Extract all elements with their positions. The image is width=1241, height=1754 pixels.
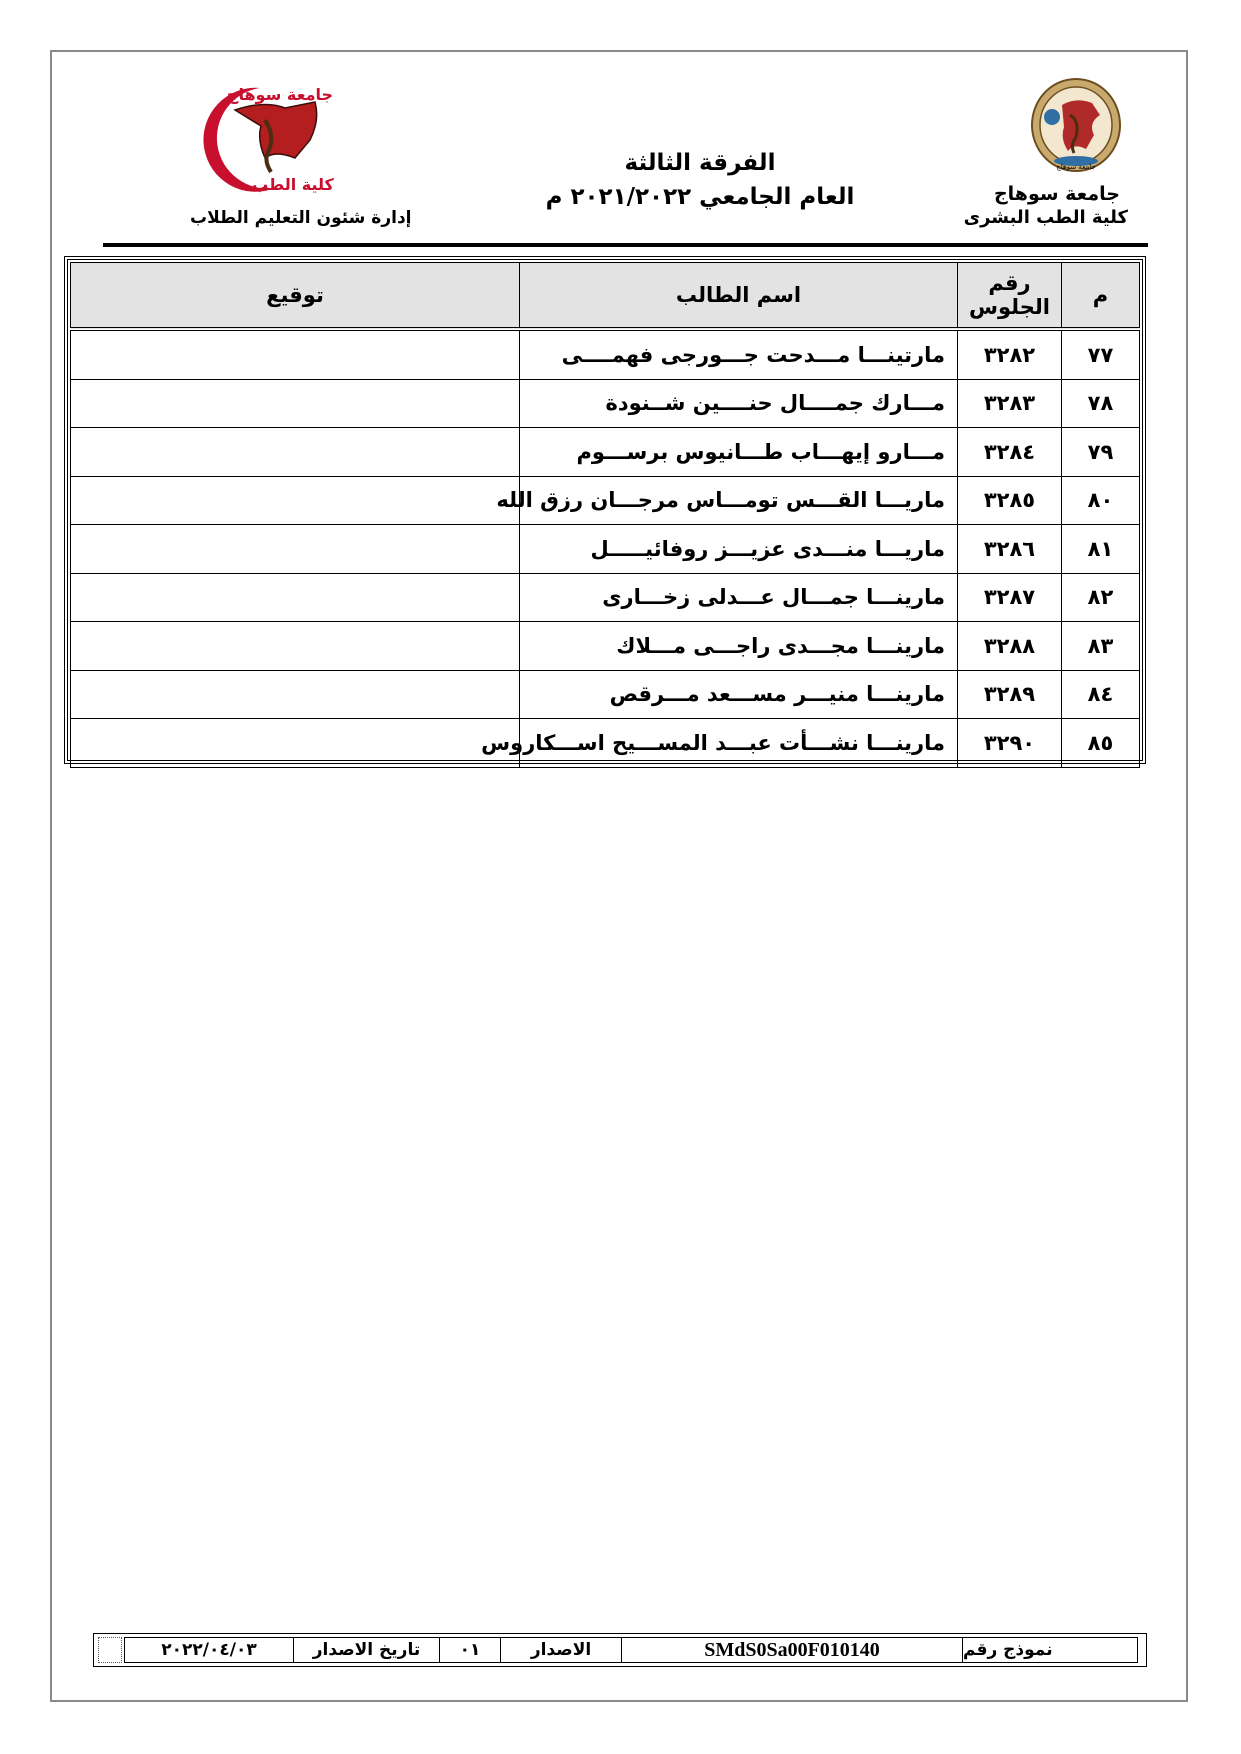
seat-number: ٣٢٨٨ <box>958 622 1062 671</box>
column-header-name: اسم الطالب <box>520 263 958 330</box>
table-header-row <box>71 263 1140 330</box>
page-header <box>50 50 1188 250</box>
header-divider <box>103 243 1148 247</box>
row-index: ٧٩ <box>1062 428 1140 477</box>
department-name: إدارة شئون التعليم الطلاب <box>190 208 412 228</box>
signature-cell <box>71 719 520 768</box>
column-header-signature: توقيع <box>71 263 520 330</box>
row-index: ٨٥ <box>1062 719 1140 768</box>
signature-cell <box>71 670 520 719</box>
footer-blank-cell <box>98 1637 122 1663</box>
seat-number: ٣٢٨٧ <box>958 573 1062 622</box>
column-header-seat: رقم الجلوس <box>958 263 1062 330</box>
faculty-name: كلية الطب البشرى <box>963 207 1128 228</box>
signature-cell <box>71 329 520 379</box>
seat-number: ٣٢٨٥ <box>958 476 1062 525</box>
seat-number: ٣٢٨٤ <box>958 428 1062 477</box>
row-index: ٨٤ <box>1062 670 1140 719</box>
row-index: ٨١ <box>1062 525 1140 574</box>
university-name: جامعة سوهاج <box>993 183 1120 205</box>
academic-year: العام الجامعي ٢٠٢١/٢٠٢٢ م <box>545 184 855 210</box>
table-row <box>71 428 1140 477</box>
issue-date-label: تاريخ الاصدار <box>293 1638 439 1662</box>
table-row <box>71 573 1140 622</box>
issue-date-value: ٢٠٢٢/٠٤/٠٣ <box>161 1640 257 1660</box>
table-row <box>71 719 1140 768</box>
row-index: ٨٠ <box>1062 476 1140 525</box>
signature-cell <box>71 573 520 622</box>
seat-number: ٣٢٨٣ <box>958 379 1062 428</box>
signature-cell <box>71 525 520 574</box>
table-row <box>71 379 1140 428</box>
table-row <box>71 476 1140 525</box>
row-index: ٨٣ <box>1062 622 1140 671</box>
row-index: ٧٧ <box>1062 329 1140 379</box>
seat-number: ٣٢٨٩ <box>958 670 1062 719</box>
column-header-index: م <box>1062 263 1140 330</box>
signature-cell <box>71 428 520 477</box>
footer-fields <box>124 1637 1138 1663</box>
faculty-logo <box>165 80 365 195</box>
version-value: ٠١ <box>439 1638 500 1662</box>
form-number-label: نموذج رقم <box>962 1638 1137 1662</box>
student-name: ماريـــا القـــس تومـــاس مرجـــان رزق الله <box>520 476 958 525</box>
signature-cell <box>71 622 520 671</box>
table-row <box>71 525 1140 574</box>
row-index: ٧٨ <box>1062 379 1140 428</box>
students-table-frame <box>64 256 1146 764</box>
table-row <box>71 670 1140 719</box>
seat-number: ٣٢٨٢ <box>958 329 1062 379</box>
row-index: ٨٢ <box>1062 573 1140 622</box>
version-label: الاصدار <box>500 1638 621 1662</box>
student-name: مارينـــا جمـــال عـــدلى زخـــارى <box>520 573 958 622</box>
class-title: الفرقة الثالثة <box>624 150 776 176</box>
svg-text:جامعة سوهاج: جامعة سوهاج <box>226 85 334 104</box>
form-footer <box>93 1633 1147 1667</box>
seat-number: ٣٢٨٦ <box>958 525 1062 574</box>
svg-text:جامعة سوهاج: جامعة سوهاج <box>1056 163 1096 171</box>
university-seal-logo <box>1030 75 1122 175</box>
svg-text:كلية الطب: كلية الطب <box>252 175 334 194</box>
student-name: مارتينـــا مـــدحت جـــورجى فهمــــى <box>520 329 958 379</box>
student-name: مـــارو إيهـــاب طـــانيوس برســـوم <box>520 428 958 477</box>
students-table <box>70 262 1140 768</box>
form-number-value: SMdS0Sa00F010140 <box>621 1638 962 1662</box>
student-name: مارينـــا منيـــر مســـعد مـــرقص <box>520 670 958 719</box>
signature-cell <box>71 379 520 428</box>
student-name: مارينـــا نشـــأت عبـــد المســـيح اســـكاروس <box>520 719 958 768</box>
table-row <box>71 622 1140 671</box>
signature-cell <box>71 476 520 525</box>
student-name: ماريـــا منـــدى عزيـــز روفائيـــــل <box>520 525 958 574</box>
student-name: مـــارك جمــــال حنــــين شــنودة <box>520 379 958 428</box>
seat-number: ٣٢٩٠ <box>958 719 1062 768</box>
student-name: مارينـــا مجـــدى راجـــى مـــلاك <box>520 622 958 671</box>
table-row <box>71 329 1140 379</box>
